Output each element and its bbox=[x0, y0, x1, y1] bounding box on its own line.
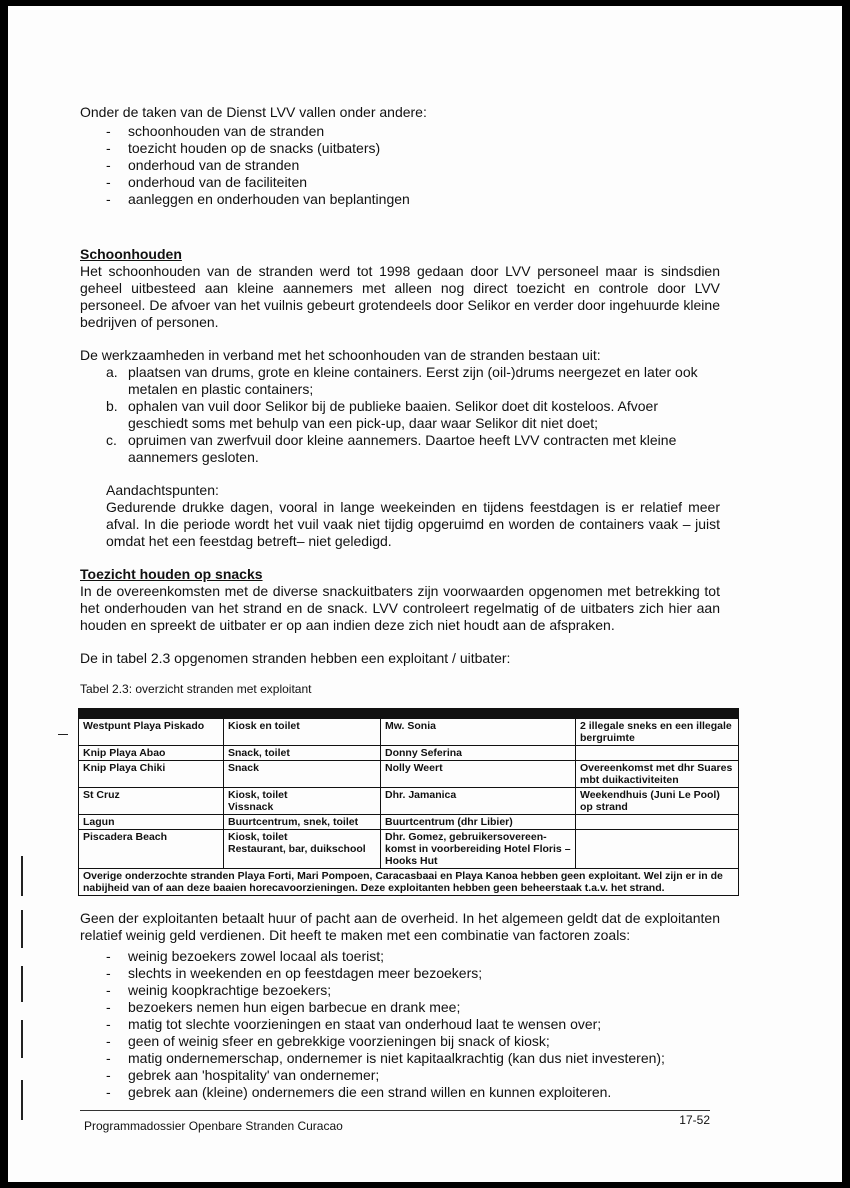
list-item: - onderhoud van de stranden bbox=[106, 157, 720, 174]
paragraph: Het schoonhouden van de stranden werd tot 1998 gedaan door LVV personeel maar is sindsdien geheel uitbesteed aan kleine aannemers met alleen nog direct toezicht en controle door LVV personeel. De afvoer van het vuilnis gebeurt grotendeels door Selikor en verder door ingehuurde kleine bedrijven of personen. bbox=[80, 263, 720, 330]
table-cell: Lagun bbox=[79, 815, 224, 830]
table-cell: Kiosk, toilet Restaurant, bar, duikschool bbox=[224, 830, 381, 869]
scan-mark bbox=[21, 856, 23, 896]
table-cell bbox=[576, 746, 739, 761]
list-item: - weinig koopkrachtige bezoekers; bbox=[106, 982, 720, 999]
list-marker: a. bbox=[106, 364, 118, 380]
document-body bbox=[80, 104, 733, 1101]
list-item bbox=[106, 432, 720, 466]
list-item: - matig tot slechte voorzieningen en staat van onderhoud laat te wensen over; bbox=[106, 1016, 720, 1033]
list-item: - aanleggen en onderhouden van beplantingen bbox=[106, 191, 720, 208]
table-cell: Snack, toilet bbox=[224, 746, 381, 761]
scan-mark bbox=[21, 1080, 23, 1120]
list-item: - toezicht houden op de snacks (uitbaters) bbox=[106, 140, 720, 157]
section-heading-toezicht: Toezicht houden op snacks bbox=[80, 566, 263, 582]
list-item: - gebrek aan (kleine) ondernemers die een strand willen en kunnen exploiteren. bbox=[106, 1084, 720, 1101]
table-cell: Kiosk en toilet bbox=[224, 719, 381, 746]
table-cell: Buurtcentrum, snek, toilet bbox=[224, 815, 381, 830]
table-row bbox=[79, 815, 739, 830]
list-item: - bezoekers nemen hun eigen barbecue en drank mee; bbox=[106, 999, 720, 1016]
intro-text: Onder de taken van de Dienst LVV vallen onder andere: bbox=[80, 104, 427, 120]
table-cell: Donny Seferina bbox=[381, 746, 576, 761]
scan-mark bbox=[21, 1020, 23, 1058]
table-cell: Snack bbox=[224, 761, 381, 788]
footer-title: Programmadossier Openbare Stranden Curacao bbox=[84, 1119, 343, 1133]
table-note-row bbox=[79, 869, 739, 896]
list-item: - onderhoud van de faciliteiten bbox=[106, 174, 720, 191]
table-cell: Westpunt Playa Piskado bbox=[79, 719, 224, 746]
list-marker: b. bbox=[106, 398, 118, 414]
paragraph: Geen der exploitanten betaalt huur of pacht aan de overheid. In het algemeen geldt dat de exploitanten relatief weinig geld verdienen. Dit heeft te maken met een combinatie van factoren zoals: bbox=[80, 910, 720, 943]
scan-mark bbox=[58, 734, 68, 735]
table-cell: St Cruz bbox=[79, 788, 224, 815]
table-caption: Tabel 2.3: overzicht stranden met exploitant bbox=[80, 682, 312, 696]
table-cell: Knip Playa Abao bbox=[79, 746, 224, 761]
list-marker: c. bbox=[106, 432, 117, 448]
table-row bbox=[79, 761, 739, 788]
list-item-text: plaatsen van drums, grote en kleine containers. Eerst zijn (oil-)drums neergezet en later ook metalen en plastic containers; bbox=[128, 364, 698, 397]
table-row bbox=[79, 788, 739, 815]
beach-table bbox=[78, 708, 739, 896]
table-cell: 2 illegale sneks en een illegale bergruimte bbox=[576, 719, 739, 746]
list-item bbox=[106, 364, 720, 398]
factor-list bbox=[80, 948, 720, 1101]
table-header-cell bbox=[576, 709, 739, 719]
table-cell: Mw. Sonia bbox=[381, 719, 576, 746]
work-list bbox=[80, 364, 720, 466]
table-row bbox=[79, 719, 739, 746]
paragraph: In de overeenkomsten met de diverse snackuitbaters zijn voorwaarden opgenomen met betrekking tot het onderhouden van het strand en de snack. LVV controleert regelmatig of de uitbaters zich hier aan houden en spreekt de uitbater er op aan indien deze zich niet houdt aan de afspraken. bbox=[80, 583, 720, 633]
table-cell: Overeenkomst met dhr Suares mbt duikactiviteiten bbox=[576, 761, 739, 788]
scan-mark bbox=[21, 966, 23, 1002]
attention-label: Aandachtspunten: bbox=[106, 482, 219, 498]
section-heading-schoonhouden: Schoonhouden bbox=[80, 246, 182, 262]
table-cell: Knip Playa Chiki bbox=[79, 761, 224, 788]
table-header-row bbox=[79, 709, 739, 719]
list-item-text: ophalen van vuil door Selikor bij de publieke baaien. Selikor doet dit kosteloos. Afvoer geschiedt soms met behulp van een pick-up, daar waar Selikor dit niet doet; bbox=[128, 398, 658, 431]
table-cell: Buurtcentrum (dhr Libier) bbox=[381, 815, 576, 830]
table-cell bbox=[576, 815, 739, 830]
list-item: - geen of weinig sfeer en gebrekkige voorzieningen bij snack of kiosk; bbox=[106, 1033, 720, 1050]
table-cell bbox=[576, 830, 739, 869]
list-item: - weinig bezoekers zowel locaal als toerist; bbox=[106, 948, 720, 965]
page-number: 17-52 bbox=[679, 1113, 710, 1127]
task-list bbox=[80, 123, 720, 208]
scan-mark bbox=[21, 910, 23, 948]
list-item-text: opruimen van zwerfvuil door kleine aannemers. Daartoe heeft LVV contracten met kleine aannemers gesloten. bbox=[128, 432, 677, 465]
table-cell: Kiosk, toilet Vissnack bbox=[224, 788, 381, 815]
table-cell: Weekendhuis (Juni Le Pool) op strand bbox=[576, 788, 739, 815]
table-header-cell bbox=[79, 709, 224, 719]
table-header-cell bbox=[224, 709, 381, 719]
page-footer bbox=[80, 1110, 710, 1133]
table-cell: Nolly Weert bbox=[381, 761, 576, 788]
table-row bbox=[79, 746, 739, 761]
list-item: - slechts in weekenden en op feestdagen meer bezoekers; bbox=[106, 965, 720, 982]
list-item bbox=[106, 398, 720, 432]
table-header-cell bbox=[381, 709, 576, 719]
attention-text: Gedurende drukke dagen, vooral in lange weekeinden en tijdens feestdagen is er relatief meer afval. In die periode wordt het vuil vaak niet tijdig opgeruimd en worden de containers vaak – juist omdat het een feestdag betreft– niet geledigd. bbox=[106, 499, 720, 549]
list-item: - matig ondernemerschap, ondernemer is niet kapitaalkrachtig (kan dus niet investeren); bbox=[106, 1050, 720, 1067]
table-cell: Piscadera Beach bbox=[79, 830, 224, 869]
table-cell: Dhr. Gomez, gebruikersovereen-komst in voorbereiding Hotel Floris – Hooks Hut bbox=[381, 830, 576, 869]
paragraph: De werkzaamheden in verband met het schoonhouden van de stranden bestaan uit: bbox=[80, 347, 601, 363]
list-item: - gebrek aan 'hospitality' van ondernemer; bbox=[106, 1067, 720, 1084]
table-note: Overige onderzochte stranden Playa Forti, Mari Pompoen, Caracasbaai en Playa Kanoa hebben geen exploitant. Wel zijn er in de nabijheid van of aan deze baaien horecavoorzieningen. Deze exploitanten hebben geen beheerstaak t.a.v. het strand. bbox=[79, 869, 739, 896]
list-item: - schoonhouden van de stranden bbox=[106, 123, 720, 140]
table-row bbox=[79, 830, 739, 869]
paragraph: De in tabel 2.3 opgenomen stranden hebben een exploitant / uitbater: bbox=[80, 650, 511, 666]
table-cell: Dhr. Jamanica bbox=[381, 788, 576, 815]
